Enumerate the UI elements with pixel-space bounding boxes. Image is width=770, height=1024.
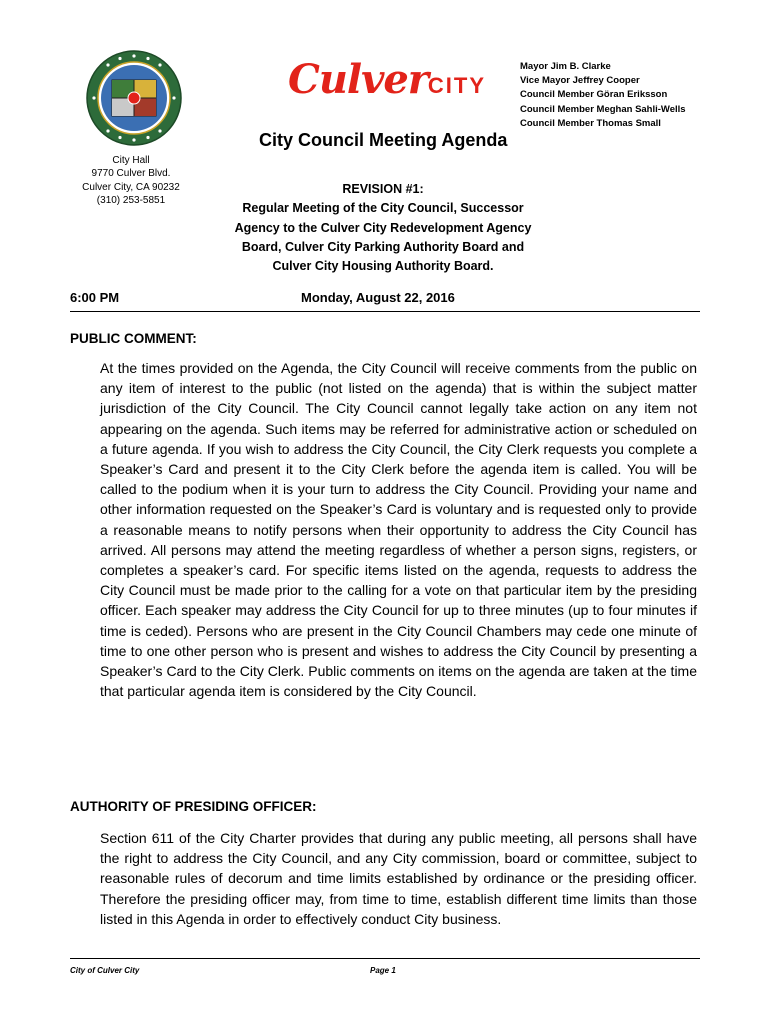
revision-line: Agency to the Culver City Redevelopment Agency xyxy=(234,220,532,235)
header-divider xyxy=(70,311,700,312)
revision-line: Culver City Housing Authority Board. xyxy=(272,259,494,274)
meeting-date: Monday, August 22, 2016 xyxy=(301,290,455,305)
council-member: Council Member Thomas Small xyxy=(520,117,661,129)
public-comment-heading: PUBLIC COMMENT: xyxy=(70,331,197,346)
culver-city-logo xyxy=(288,56,487,106)
council-member: Mayor Jim B. Clarke xyxy=(520,61,611,72)
revision-line: Regular Meeting of the City Council, Successor xyxy=(242,201,524,216)
footer-divider xyxy=(70,958,700,959)
revision-block xyxy=(200,180,566,276)
revision-line: Board, Culver City Parking Authority Board and xyxy=(241,239,525,254)
address-line: 9770 Culver Blvd. xyxy=(91,168,171,180)
address-line: City Hall xyxy=(112,155,150,166)
city-seal-icon xyxy=(86,50,182,146)
city-hall-address xyxy=(70,154,192,208)
footer-city-name: City of Culver City xyxy=(70,966,140,975)
meeting-time: 6:00 PM xyxy=(70,290,120,305)
council-member: Council Member Meghan Sahli-Wells xyxy=(520,103,686,115)
authority-body: Section 611 of the City Charter provides that during any public meeting, all persons shall have the right to address the City Council, and any City commission, board or committee, subject to reasonable rules of decorum and time limits established by ordinance or the presiding officer. Therefore the presiding officer may, from time to time, establish different time limits than those listed in this Agenda in order to effectively conduct City business. xyxy=(100,830,697,927)
page-number: Page 1 xyxy=(370,966,396,975)
logo-city-text: CITY xyxy=(427,73,487,98)
logo-script-text: Culver xyxy=(288,56,428,103)
address-line: (310) 253-5851 xyxy=(96,195,166,207)
authority-heading: AUTHORITY OF PRESIDING OFFICER: xyxy=(70,799,317,814)
page-title: City Council Meeting Agenda xyxy=(259,130,508,150)
public-comment-body: At the times provided on the Agenda, the City Council will receive comments from the public on any item of interest to the public (not listed on the agenda) that is within the subject matter jurisdiction of the City Council. The City Council cannot legally take action on any item not appearing on the agenda. Such items may be referred for administrative action or scheduled on a future agenda. If you wish to address the City Council, the City Clerk requests you complete a Speaker’s Card and present it to the City Clerk before the agenda item is called. You will be called to the podium when it is your turn to address the City Council. Providing your name and other information requested on the Speaker’s Card is voluntary and is requested only to provide a reasonable means to notify persons when their opportunity to address the City Council has arrived. All persons may attend the meeting regardless of whether a person signs, registers, or completes a speaker’s card. For specific items listed on the agenda, requests to address the City Council must be made prior to the calling for a vote on that particular item by the presiding officer. Each speaker may address the City Council for up to three minutes (up to four minutes if time is ceded). Persons who are present in the City Council Chambers may cede one minute of time to one other person who is present and wishes to address the City Council by presenting a Speaker’s Card to the City Clerk. Public comments on items on the agenda are taken at the time that particular agenda item is considered by the City Council. xyxy=(100,360,697,700)
council-member: Council Member Göran Eriksson xyxy=(520,89,668,101)
address-line: Culver City, CA 90232 xyxy=(82,181,180,193)
council-member: Vice Mayor Jeffrey Cooper xyxy=(520,75,640,87)
revision-line: REVISION #1: xyxy=(342,182,424,196)
council-members-list xyxy=(520,60,686,131)
